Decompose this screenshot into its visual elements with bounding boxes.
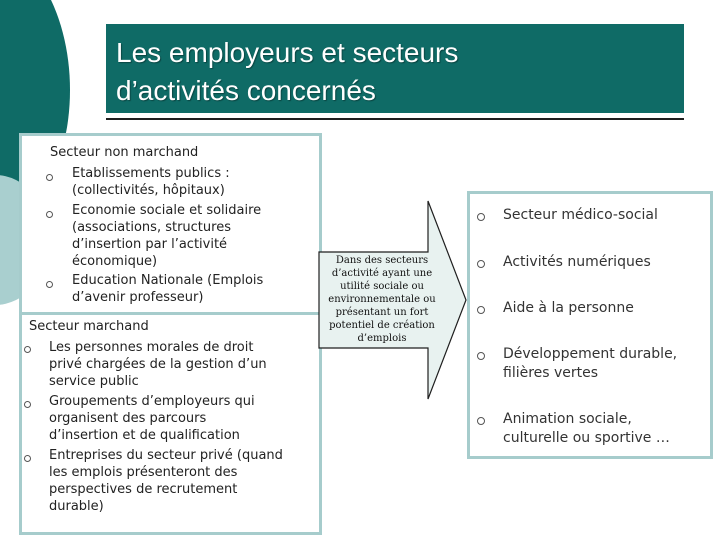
non-marchand-heading: Secteur non marchand [50,145,199,160]
list-item-line: service public [49,374,139,389]
list-item-line: Etablissements publics : [72,166,230,181]
bullet-icon [477,260,485,268]
list-item [72,272,263,306]
sector-item-line: Activités numériques [503,254,651,270]
sector-item [503,410,708,448]
sector-item [503,299,708,318]
list-item-line: privé chargées de la gestion d’un [49,357,267,372]
bullet-icon [46,174,53,181]
sector-item-line: Développement durable, [503,346,678,362]
page-title [116,34,458,110]
sector-item-line: Aide à la personne [503,300,634,316]
list-item-line: d’insertion par l’activité [72,237,228,252]
bullet-icon [46,281,53,288]
sector-item-line: culturelle ou sportive … [503,430,670,446]
arrow-caption-line: utilité sociale ou [340,281,424,292]
sector-item [503,206,708,225]
list-item [72,165,230,199]
arrow-caption-line: potentiel de création [329,320,435,331]
sector-item [503,345,708,383]
bullet-icon [477,417,485,425]
list-item-line: d’avenir professeur) [72,290,204,305]
arrow-caption-line: d’activité ayant une [331,268,433,279]
list-item-line: durable) [49,499,104,514]
list-item-line: Education Nationale (Emplois [72,273,264,288]
list-item [49,447,283,515]
sector-item-line: filières vertes [503,365,599,381]
list-item [49,339,267,390]
list-item-line: Groupements d’employeurs qui [49,394,255,409]
bullet-icon [477,306,485,314]
arrow-caption-line: présentant un fort [335,307,429,318]
list-item-line: (associations, structures [72,220,231,235]
list-item-line: d’insertion et de qualification [49,428,240,443]
arrow-caption [322,254,442,345]
sector-item-line: Secteur médico-social [503,207,658,223]
title-divider [106,118,684,120]
bullet-icon [477,213,485,221]
bullet-icon [46,211,53,218]
sector-item [503,253,708,272]
bullet-icon [24,401,31,408]
bullet-icon [24,346,31,353]
list-item-line: Economie sociale et solidaire [72,203,262,218]
list-item [49,393,255,444]
list-item-line: perspectives de recrutement [49,482,238,497]
list-item-line: Entreprises du secteur privé (quand [49,448,283,463]
arrow-caption-line: Dans des secteurs [335,255,429,266]
title-line-1: Les employeurs et secteurs [116,37,459,68]
list-item-line: (collectivités, hôpitaux) [72,183,225,198]
arrow-caption-line: environnementale ou [328,294,436,305]
title-banner [106,24,684,113]
list-item-line: organisent des parcours [49,411,207,426]
bullet-icon [477,352,485,360]
bullet-icon [24,455,31,462]
marchand-heading: Secteur marchand [29,319,149,334]
sector-item-line: Animation sociale, [503,411,632,427]
list-item [72,202,261,270]
list-item-line: économique) [72,254,158,269]
list-item-line: Les personnes morales de droit [49,340,254,355]
list-item-line: les emplois présenteront des [49,465,238,480]
title-line-2: d’activités concernés [116,75,376,106]
arrow-caption-line: d’emplois [357,333,407,344]
